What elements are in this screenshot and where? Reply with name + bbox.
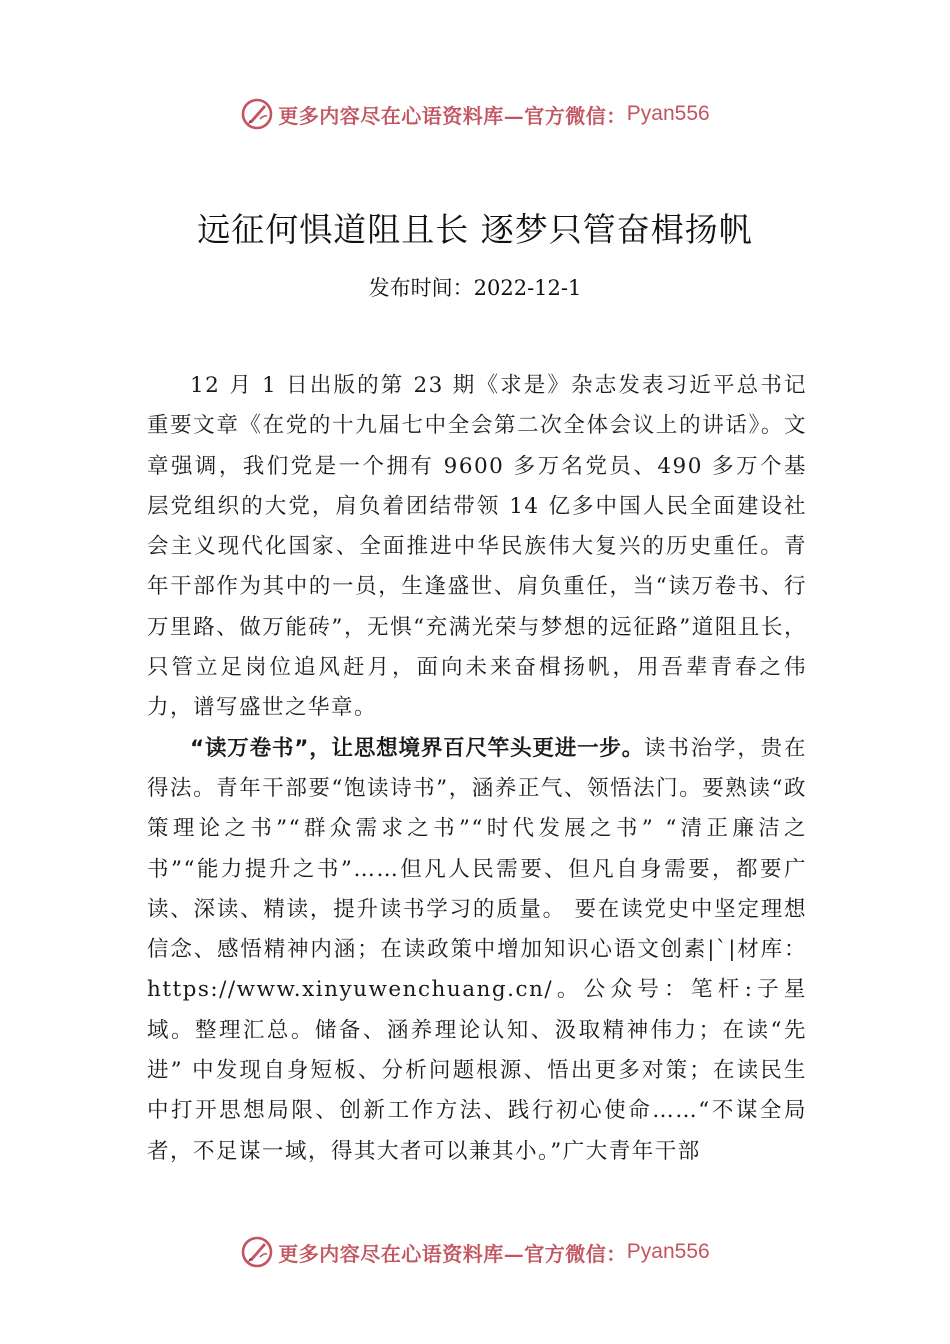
paragraph-1: 12 月 1 日出版的第 23 期《求是》杂志发表习近平总书记重要文章《在党的十九届七中全会第二次全体会议上的讲话》。文章强调，我们党是一个拥有 9600 多万名党员、490 多万个基层党组织的大党，肩负着团结带领 14 亿多中国人民全面建设社会主义现代化国家、全面推进中华民族伟大复兴的历史重任。青年干部作为其中的一员，生逢盛世、肩负重任，当“读万卷书、行万里路、做万能砖”，无惧“充满光荣与梦想的远征路”道阻且长，只管立足岗位追风赶月，面向未来奋楫扬帆，用吾辈青春之伟力，谱写盛世之华章。 xyxy=(147,373,807,721)
quill-pen-circle-icon xyxy=(240,97,274,131)
publish-label: 发布时间： xyxy=(368,276,474,300)
footer-watermark-banner xyxy=(0,1232,950,1272)
paragraph-2-body: 读书治学，贵在得法。青年干部要“饱读诗书”，涵养正气、领悟法门。要熟读“政策理论之书”“群众需求之书”“时代发展之书” “清正廉洁之书”“能力提升之书”……但凡人民需要、但凡自身需要，都要广读、深读、精读，提升读书学习的质量。 要在读党史中坚定理想信念、感悟精神内涵；在读政策中增加知识心语文创素|`|材库：https://www.xinyuwenchuang.cn/。公众号：笔杆:子星域。整理汇总。储备、涵养理论认知、汲取精神伟力；在读“先进” 中发现自身短板、分析问题根源、悟出更多对策；在读民生中打开思想局限、创新工作方法、践行初心使命……“不谋全局者，不足谋一域，得其大者可以兼其小。”广大青年干部 xyxy=(147,735,807,1164)
publish-date: 2022-12-1 xyxy=(473,276,582,300)
publish-date-line xyxy=(0,272,950,302)
banner-text: 更多内容尽在心语资料库—官方微信： xyxy=(278,103,627,128)
quill-pen-circle-icon xyxy=(240,1235,274,1269)
header-watermark-banner xyxy=(0,94,950,134)
wechat-id: Pyan556 xyxy=(626,1240,710,1263)
paragraph-2 xyxy=(147,729,807,1172)
banner-text: 更多内容尽在心语资料库—官方微信： xyxy=(278,1241,627,1266)
wechat-id: Pyan556 xyxy=(626,102,710,125)
article-body xyxy=(147,366,807,1172)
paragraph-2-lead: “读万卷书”，让思想境界百尺竿头更进一步。 xyxy=(190,735,645,761)
document-title: 远征何惧道阻且长 逐梦只管奋楫扬帆 xyxy=(197,210,753,249)
